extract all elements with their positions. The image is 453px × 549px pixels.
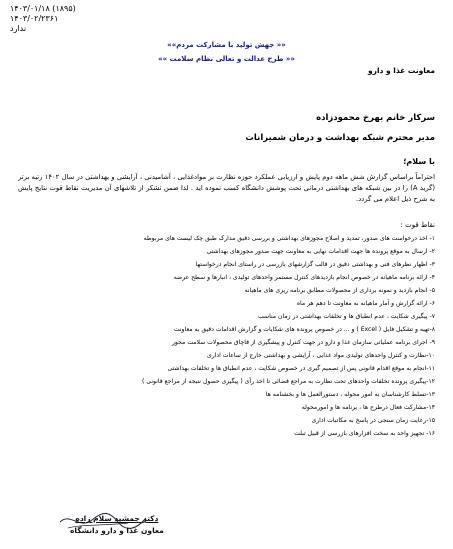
list-item: ۵- انجام بازدید و نمونه برداری از محصولات مطابق برنامه ریزی های ماهیانه [244, 287, 435, 294]
signatory-name: دکتر جمشید سلام زاده [75, 514, 159, 523]
letter-attachment: ندارد [10, 24, 27, 33]
list-item: ۳- اظهار نظرهای فنی و بهداشتی دقیق در قالب گزارشهای بازرسی در راستای انجام درخواستها [195, 261, 435, 268]
list-item: ۹- اجرای برنامه عملیاتی سازمان غذا و دارو در جهت کنترل و پیشگیری از قاچاق محصولات سلامت محور [171, 339, 435, 346]
letter-header-meta [10, 4, 76, 34]
list-item: ۶- ارائه گزارش و آمار ماهیانه به معاونت تا دهم هر ماه [296, 300, 435, 307]
slogan-line-2: «« طرح عدالت و تعالی نظام سلامت »» [158, 55, 295, 63]
list-item: ۱۵-رعایت زمان سنجی در پاسخ به مکاتبات اداری [311, 417, 435, 424]
list-item: ۱۲-پیگیری پرونده تخلفات واحدهای تحت نظارت به مراجع قضائی تا اخذ رأی ( پیگیری حصول نتیجه از مراجع قانونی ) [141, 378, 435, 385]
list-item: ۱۱-انجام به موقع اقدام قانونی پس از تصمیم گیری در خصوص شکایت ، عدم انطباق ها و تخلفات بهداشتی [167, 365, 435, 372]
list-item: ۷- پیگیری شکایت ، عدم انطباق ها و تخلفات بهداشتی در زمان مناسب [258, 313, 435, 320]
list-item: ۱۶- تجهیز واحد به سخت افزارهای بازرسی از قبیل تبلت [294, 430, 435, 437]
recipient-block [245, 108, 435, 148]
strengths-list [12, 232, 435, 440]
recipient-title: مدیر محترم شبکه بهداشت و درمان شمیرانات [245, 133, 435, 143]
list-item: ۱۳-تسلط کارشناسان به امور محوله ، دستورالعمل ها و بخشنامه ها [265, 391, 435, 398]
list-item: ۱۴-مشارکت فعال درطرح ها ، برنامه ها و امورمحوله [301, 404, 435, 411]
letter-number: (۱۸۹۵) ۱۴۰۳/۰۱/۱۸ [10, 4, 76, 13]
slogans [0, 38, 453, 66]
strengths-title: نقاط قوت : [400, 221, 435, 229]
letter-date: ۱۴۰۳/۰۲/۲۳۶۱ [10, 14, 59, 23]
recipient-name: سرکار خانم بهرخ محمودزاده [316, 113, 435, 123]
greeting: با سلام؛ [403, 157, 435, 166]
deputy-title: معاونت غذا و دارو [367, 66, 435, 75]
slogan-line-1: «« جهش تولید با مشارکت مردم»» [167, 41, 286, 49]
list-item: ۱- اخذ درخواست های صدور، تمدید و اصلاح مجوزهای بهداشتی و بررسی دقیق مدارک طبق چک لیست های مربوطه [143, 235, 435, 242]
list-item: ۱۰-نظارت و کنترل واحدهای تولیدی مواد غذایی ، آرایشی و بهداشتی خارج از ساعات اداری [206, 352, 435, 359]
letter-body [18, 172, 435, 205]
list-item: ۸-تهیه و تشکیل فایل ( Excel ) و ... در خصوص پرونده های شکایات و گزارش اقدامات دقیق به معاونت [173, 326, 435, 333]
list-item: ۲- ارسال به موقع پرونده ها جهت اقدامات نهایی به معاونت جهت صدور مجوزهای بهداشتی [206, 248, 435, 255]
list-item: ۴- ارائه برنامه ماهیانه در خصوص انجام بازدیدهای کنترل مستمر واحدهای تولیدی ، انبارها و سطح عرضه [173, 274, 435, 281]
signature-block [70, 513, 164, 537]
body-paragraph: احتراماً براساس گزارش شش ماهه دوم پایش و ارزیابی عملکرد حوزه نظارت بر موادغذایی ، آشامیدنی ، آرایشی و بهداشتی در سال ۱۴۰۲ رتبه برتر (گرید A) را در بین شبکه های بهداشتی درمانی تحت پوشش دانشگاه کسب نموده اید . لذا ضمن تشکر از تلاشهای آن مدیریت نقاط قوت نتایج پایش به شرح ذیل اعلام می گردد. [18, 173, 435, 203]
signatory-position: معاون غذا و دارو دانشگاه [70, 526, 164, 535]
